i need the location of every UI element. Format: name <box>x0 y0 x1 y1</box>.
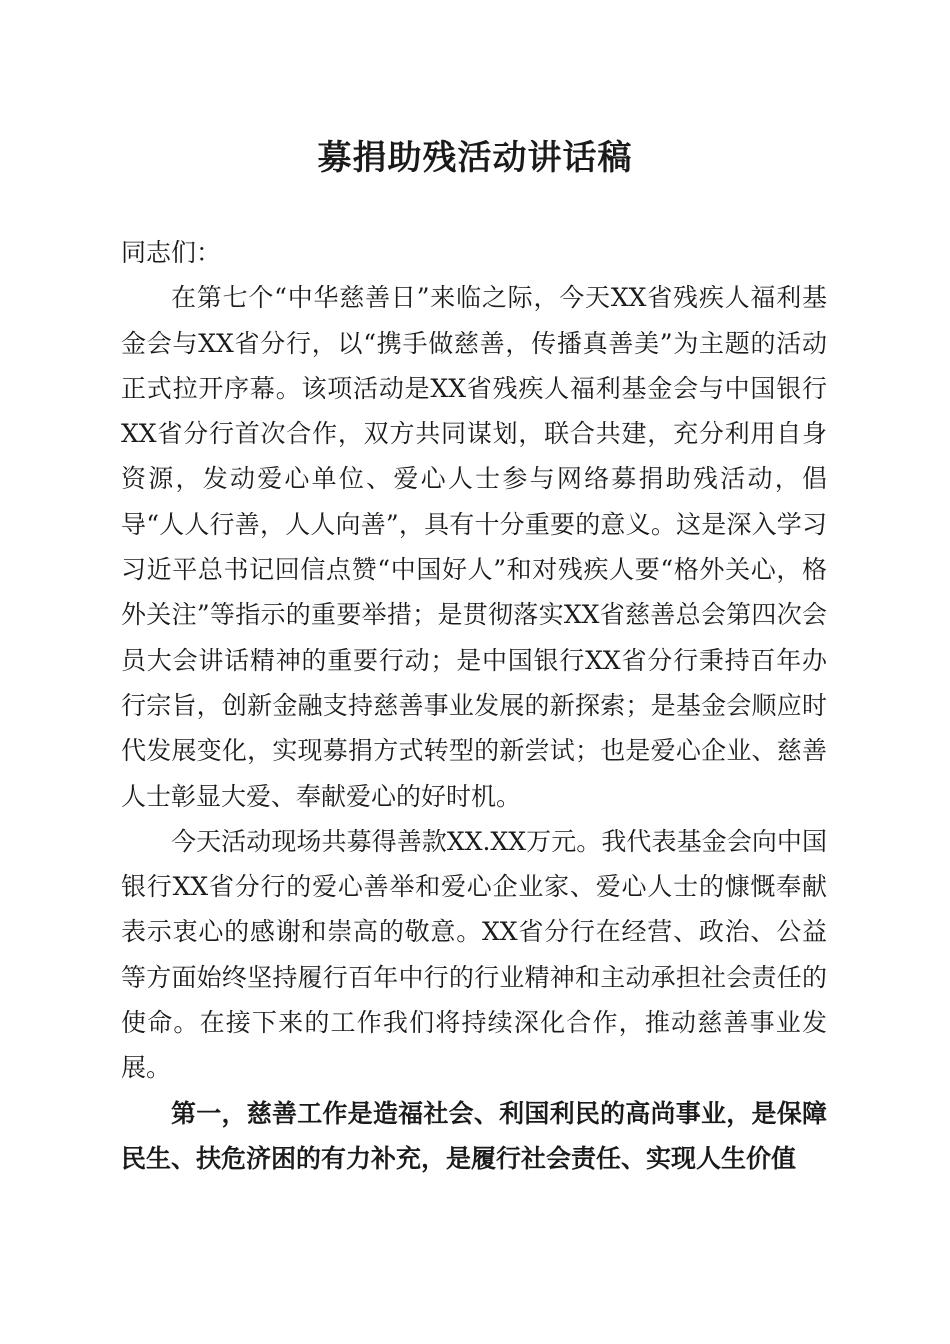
paragraph-2: 今天活动现场共募得善款XX.XX万元。我代表基金会向中国银行XX省分行的爱心善举和爱心企业家、爱心人士的慷慨奉献表示衷心的感谢和崇高的敬意。XX省分行在经营、政治、公益等方面始终坚持履行百年中行的行业精神和主动承担社会责任的使命。在接下来的工作我们将持续深化合作，推动慈善事业发展。 <box>121 826 827 1083</box>
salutation: 同志们： <box>121 238 222 267</box>
document-title: 募捐助残活动讲话稿 <box>317 138 633 178</box>
document-body <box>121 230 827 1181</box>
paragraph-3: 第一，慈善工作是造福社会、利国利民的高尚事业，是保障民生、扶危济困的有力补充，是履行社会责任、实现人生价值 <box>121 1098 827 1173</box>
paragraph-1: 在第七个“中华慈善日”来临之际，今天XX省残疾人福利基金会与XX省分行，以“携手做慈善，传播真善美”为主题的活动正式拉开序幕。该项活动是XX省残疾人福利基金会与中国银行XX省分行首次合作，双方共同谋划，联合共建，充分利用自身资源，发动爱心单位、爱心人士参与网络募捐助残活动，倡导“人人行善，人人向善”，具有十分重要的意义。这是深入学习习近平总书记回信点赞“中国好人”和对残疾人要“格外关心，格外关注”等指示的重要举措；是贯彻落实XX省慈善总会第四次会员大会讲话精神的重要行动；是中国银行XX省分行秉持百年办行宗旨，创新金融支持慈善事业发展的新探索；是基金会顺应时代发展变化，实现募捐方式转型的新尝试；也是爱心企业、慈善人士彰显大爱、奉献爱心的好时机。 <box>121 283 827 811</box>
